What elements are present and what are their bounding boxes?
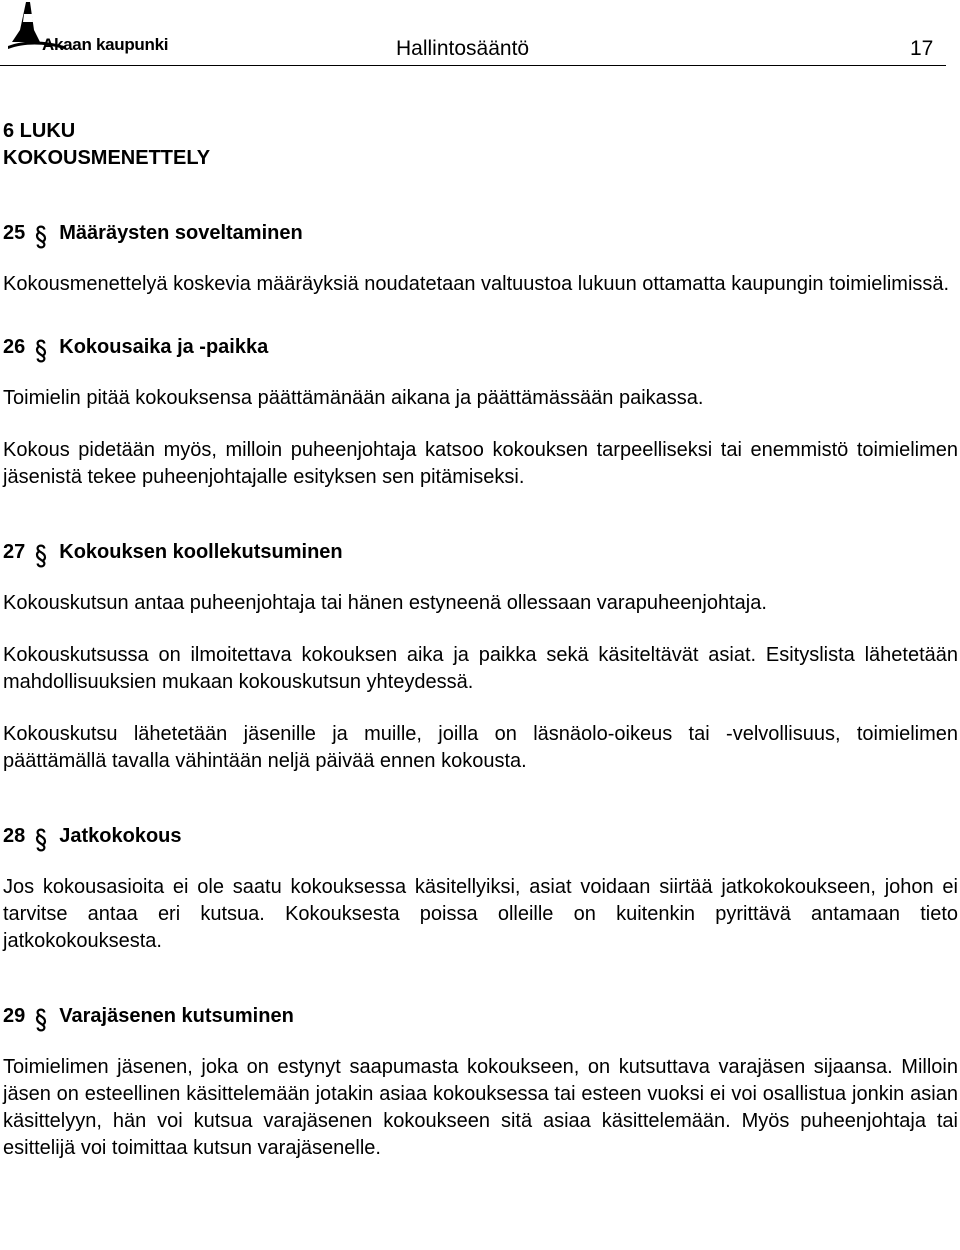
- header-divider: [0, 65, 946, 66]
- section-heading: [3, 334, 958, 361]
- section-sign-icon: [35, 1008, 47, 1032]
- section-title: Jatkokokous: [59, 825, 182, 847]
- section-number: 28: [3, 825, 26, 847]
- section-heading: [3, 539, 958, 566]
- document-body: [3, 112, 958, 1162]
- section-paragraph: Kokouskutsu lähetetään jäsenille ja muille, joilla on läsnäolo-oikeus tai -velvollisuus, toimielimen päättämällä tavalla vähintään neljä päivää ennen kokousta.: [3, 723, 958, 772]
- section-title: Varajäsenen kutsuminen: [59, 1005, 294, 1027]
- section-paragraph: Kokous pidetään myös, milloin puheenjohtaja katsoo kokouksen tarpeelliseksi tai enemmistö toimielimen jäsenistä tekee puheenjohtajalle esityksen sen pitämiseksi.: [3, 439, 958, 488]
- section-sign-icon: [35, 828, 47, 852]
- section-number: 25: [3, 222, 26, 244]
- section-number: 26: [3, 336, 26, 358]
- section-title: Määräysten soveltaminen: [59, 222, 303, 244]
- section-title: Kokouksen koollekutsuminen: [59, 541, 343, 563]
- section-sign-icon: [35, 544, 47, 568]
- section-paragraph: Toimielin pitää kokouksensa päättämänään aikana ja päättämässään paikassa.: [3, 387, 704, 409]
- section-paragraph: Kokouskutsun antaa puheenjohtaja tai hänen estyneenä ollessaan varapuheenjohtaja.: [3, 592, 767, 614]
- document-title: Hallintosääntö: [396, 37, 530, 60]
- section-number: 27: [3, 541, 26, 563]
- section-heading: [3, 823, 958, 850]
- section-heading: [3, 220, 958, 247]
- section-paragraph: Jos kokousasioita ei ole saatu kokouksessa käsitellyiksi, asiat voidaan siirtää jatkokokoukseen, johon ei tarvitse antaa eri kutsua. Kokouksesta poissa olleille on kuitenkin pyrittävä antamaan tieto jatkokokouksesta.: [3, 876, 958, 952]
- section-title: Kokousaika ja -paikka: [59, 336, 269, 358]
- section-paragraph: Kokousmenettelyä koskevia määräyksiä noudatetaan valtuustoa lukuun ottamatta kaupungin toimielimissä.: [3, 273, 950, 295]
- section-paragraph: Kokouskutsussa on ilmoitettava kokouksen aika ja paikka sekä käsiteltävät asiat. Esityslista lähetetään mahdollisuuksien mukaan kokouskutsun yhteydessä.: [3, 644, 958, 693]
- city-logo: [4, 0, 188, 60]
- page-number: 17: [910, 37, 934, 60]
- page-header: [0, 0, 960, 72]
- chapter-number: 6 LUKU: [3, 120, 76, 142]
- section-number: 29: [3, 1005, 26, 1027]
- section-paragraph: Toimielimen jäsenen, joka on estynyt saapumasta kokoukseen, on kutsuttava varajäsen sijaansa. Milloin jäsen on esteellinen käsittelemään jotakin asiaa kokouksessa tai esteen vuoksi ei voi osallistua jonkin asian käsittelyyn, hän voi kutsua varajäsenen kokoukseen sitä asiaa käsittelemään. Myös puheenjohtaja tai esittelijä voi toimittaa kutsun varajäsenelle.: [3, 1056, 958, 1159]
- svg-text:Akaan kaupunki: Akaan kaupunki: [42, 35, 169, 54]
- chapter-title: KOKOUSMENETTELY: [3, 147, 211, 169]
- section-heading: [3, 1003, 958, 1030]
- section-sign-icon: [35, 225, 47, 249]
- city-logo-mark-icon: [4, 0, 188, 60]
- section-sign-icon: [35, 339, 47, 363]
- chapter-heading: [3, 118, 958, 172]
